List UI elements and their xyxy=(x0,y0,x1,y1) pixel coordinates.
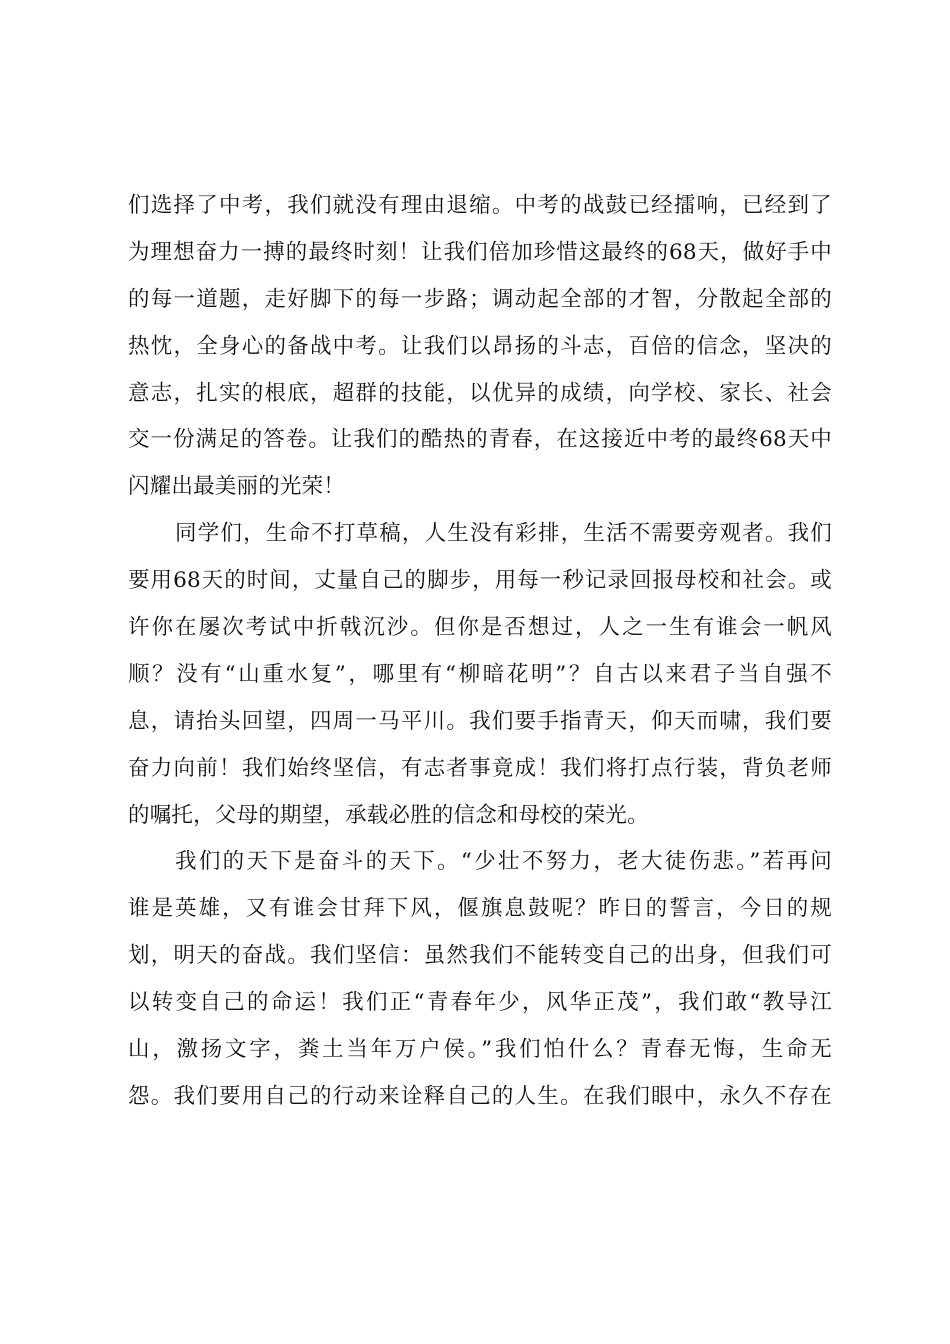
text-line: 许你在屡次考试中折戟沉沙。但你是否想过，人之一生有谁会一帆风 xyxy=(128,615,832,641)
text-line: 怨。我们要用自己的行动来诠释自己的人生。在我们眼中，永久不存在 xyxy=(128,1083,832,1109)
text-line: 要用68天的时间，丈量自己的脚步，用每一秒记录回报母校和社会。或 xyxy=(128,568,832,594)
paragraph-3 xyxy=(128,839,832,1120)
text-line: 山，激扬文字，粪土当年万户侯。”我们怕什么？青春无悔，生命无 xyxy=(128,1037,832,1063)
text-line: 顺？没有“山重水复”，哪里有“柳暗花明”？自古以来君子当自强不 xyxy=(128,661,832,687)
text-line: 闪耀出最美丽的光荣！ xyxy=(128,474,346,500)
text-line: 的嘱托，父母的期望，承载必胜的信念和母校的荣光。 xyxy=(128,802,649,828)
text-line: 同学们，生命不打草稿，人生没有彩排，生活不需要旁观者。我们 xyxy=(175,521,832,547)
text-line: 我们的天下是奋斗的天下。“少壮不努力，老大徒伤悲。”若再问 xyxy=(175,849,832,875)
text-line: 为理想奋力一搏的最终时刻！让我们倍加珍惜这最终的68天，做好手中 xyxy=(128,239,832,265)
text-line: 交一份满足的答卷。让我们的酷热的青春，在这接近中考的最终68天中 xyxy=(128,427,832,453)
text-line: 们选择了中考，我们就没有理由退缩。中考的战鼓已经擂响，已经到了 xyxy=(128,193,832,218)
text-line: 奋力向前！我们始终坚信，有志者事竟成！我们将打点行装，背负老师 xyxy=(128,755,832,781)
text-line: 以转变自己的命运！我们正“青春年少，风华正茂”，我们敢“教导江 xyxy=(128,990,832,1016)
text-line: 的每一道题，走好脚下的每一步路；调动起全部的才智，分散起全部的 xyxy=(128,286,832,312)
text-line: 息，请抬头回望，四周一马平川。我们要手指青天，仰天而啸，我们要 xyxy=(128,708,832,734)
body-text xyxy=(128,183,832,1121)
text-line: 意志，扎实的根底，超群的技能，以优异的成绩，向学校、家长、社会 xyxy=(128,380,832,406)
paragraph-1 xyxy=(128,183,832,511)
text-line: 热忱，全身心的备战中考。让我们以昂扬的斗志，百倍的信念，坚决的 xyxy=(128,333,832,359)
paragraph-2 xyxy=(128,511,832,839)
text-line: 谁是英雄，又有谁会甘拜下风，偃旗息鼓呢？昨日的誓言，今日的规 xyxy=(128,896,832,922)
text-line: 划，明天的奋战。我们坚信：虽然我们不能转变自己的出身，但我们可 xyxy=(128,943,832,969)
